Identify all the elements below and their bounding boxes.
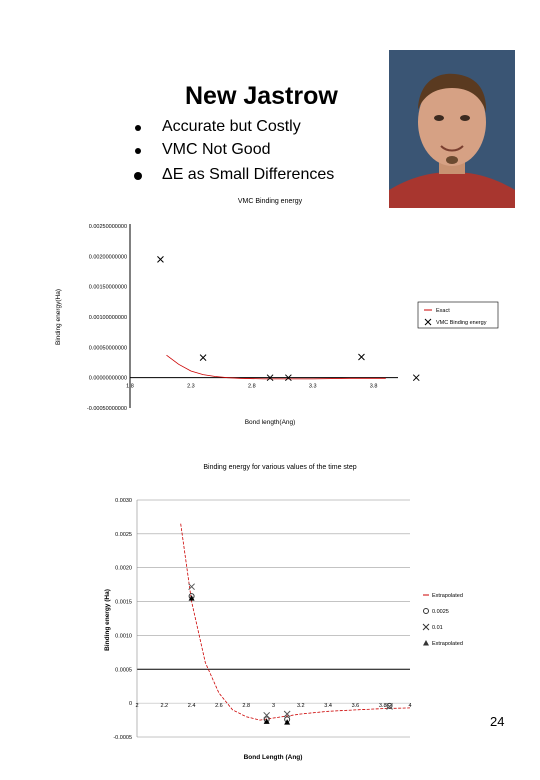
x-tick-label: 1.8 — [126, 383, 134, 390]
legend-label: Extrapolated — [432, 593, 463, 599]
y-tick-label: 0.0005 — [115, 667, 132, 674]
chart-binding-energy-time-step — [0, 455, 540, 765]
bullet-icon — [135, 125, 141, 131]
data-point-x-marker — [157, 256, 163, 262]
y-tick-label: -0.00050000000 — [86, 406, 127, 412]
x-axis-label: Bond length(Ang) — [244, 419, 296, 426]
page-number: 24 — [490, 714, 505, 729]
x-tick-label: 3 — [271, 703, 276, 710]
bullet-text: ΔE as Small Differences — [162, 166, 335, 183]
data-point-circle-marker — [424, 609, 429, 614]
y-tick-label: 0.0015 — [115, 599, 132, 606]
legend-label: VMC Binding energy — [436, 320, 487, 326]
slide-title: New Jastrow — [185, 82, 338, 110]
y-tick-label: 0.00050000000 — [88, 345, 127, 352]
x-tick-label: 3.4 — [324, 703, 332, 710]
chart-title: VMC Binding energy — [237, 198, 303, 205]
chart-title: Binding energy for various values of the time step — [203, 464, 357, 471]
x-axis-label: Bond Length (Ang) — [243, 754, 303, 761]
y-tick-label: -0.0005 — [113, 735, 132, 741]
data-point-x-marker — [358, 354, 364, 360]
x-tick-label: 2 — [135, 703, 139, 710]
series-line-exact — [167, 355, 386, 379]
x-tick-label: 3.8 — [378, 703, 387, 710]
chart-vmc-binding-energy — [0, 190, 540, 430]
x-tick-label: 2.4 — [187, 703, 196, 710]
data-point-triangle-marker — [423, 640, 429, 646]
x-tick-label: 4 — [408, 703, 412, 710]
bullet-icon — [135, 148, 141, 154]
x-tick-label: 3.2 — [296, 703, 305, 710]
x-tick-label: 3.6 — [351, 703, 360, 710]
data-point-x-marker — [200, 355, 206, 361]
x-tick-label: 2.2 — [160, 703, 169, 710]
person-portrait-icon — [389, 50, 515, 208]
x-tick-label: 2.6 — [215, 703, 223, 710]
y-tick-label: 0.0030 — [115, 498, 132, 504]
y-axis-label: Binding energy (Ha) — [104, 589, 111, 651]
bullet-text: Accurate but Costly — [162, 118, 301, 135]
y-tick-label: 0.00200000000 — [88, 254, 127, 261]
y-tick-label: 0.00000000000 — [88, 375, 127, 382]
data-point-x-marker — [264, 712, 270, 718]
y-tick-label: 0.00100000000 — [88, 315, 127, 321]
portrait-photo — [389, 50, 515, 208]
y-tick-label: 0.0020 — [115, 565, 132, 572]
bullet-text: VMC Not Good — [162, 141, 271, 158]
legend-label: 0.01 — [432, 625, 443, 631]
x-tick-label: 2.3 — [187, 383, 195, 390]
x-tick-label: 3.3 — [308, 383, 317, 390]
y-tick-label: 0 — [128, 701, 132, 708]
y-axis-label: Binding energy(Ha) — [55, 288, 62, 346]
data-point-x-marker — [423, 624, 429, 630]
bullet-icon — [134, 172, 142, 180]
x-tick-label: 2.8 — [242, 703, 251, 710]
series-line-extrapolated — [181, 524, 410, 720]
x-tick-label: 3.8 — [369, 383, 378, 390]
y-tick-label: 0.00250000000 — [88, 224, 127, 230]
y-tick-label: 0.00150000000 — [88, 284, 127, 291]
legend-label: 0.0025 — [432, 609, 449, 615]
legend-label: Extrapolated — [432, 641, 463, 647]
y-tick-label: 0.0010 — [115, 633, 132, 640]
x-tick-label: 2.8 — [247, 383, 256, 390]
y-tick-label: 0.0025 — [115, 531, 132, 538]
data-point-x-marker — [413, 375, 419, 381]
legend-label: Exact — [436, 308, 450, 314]
